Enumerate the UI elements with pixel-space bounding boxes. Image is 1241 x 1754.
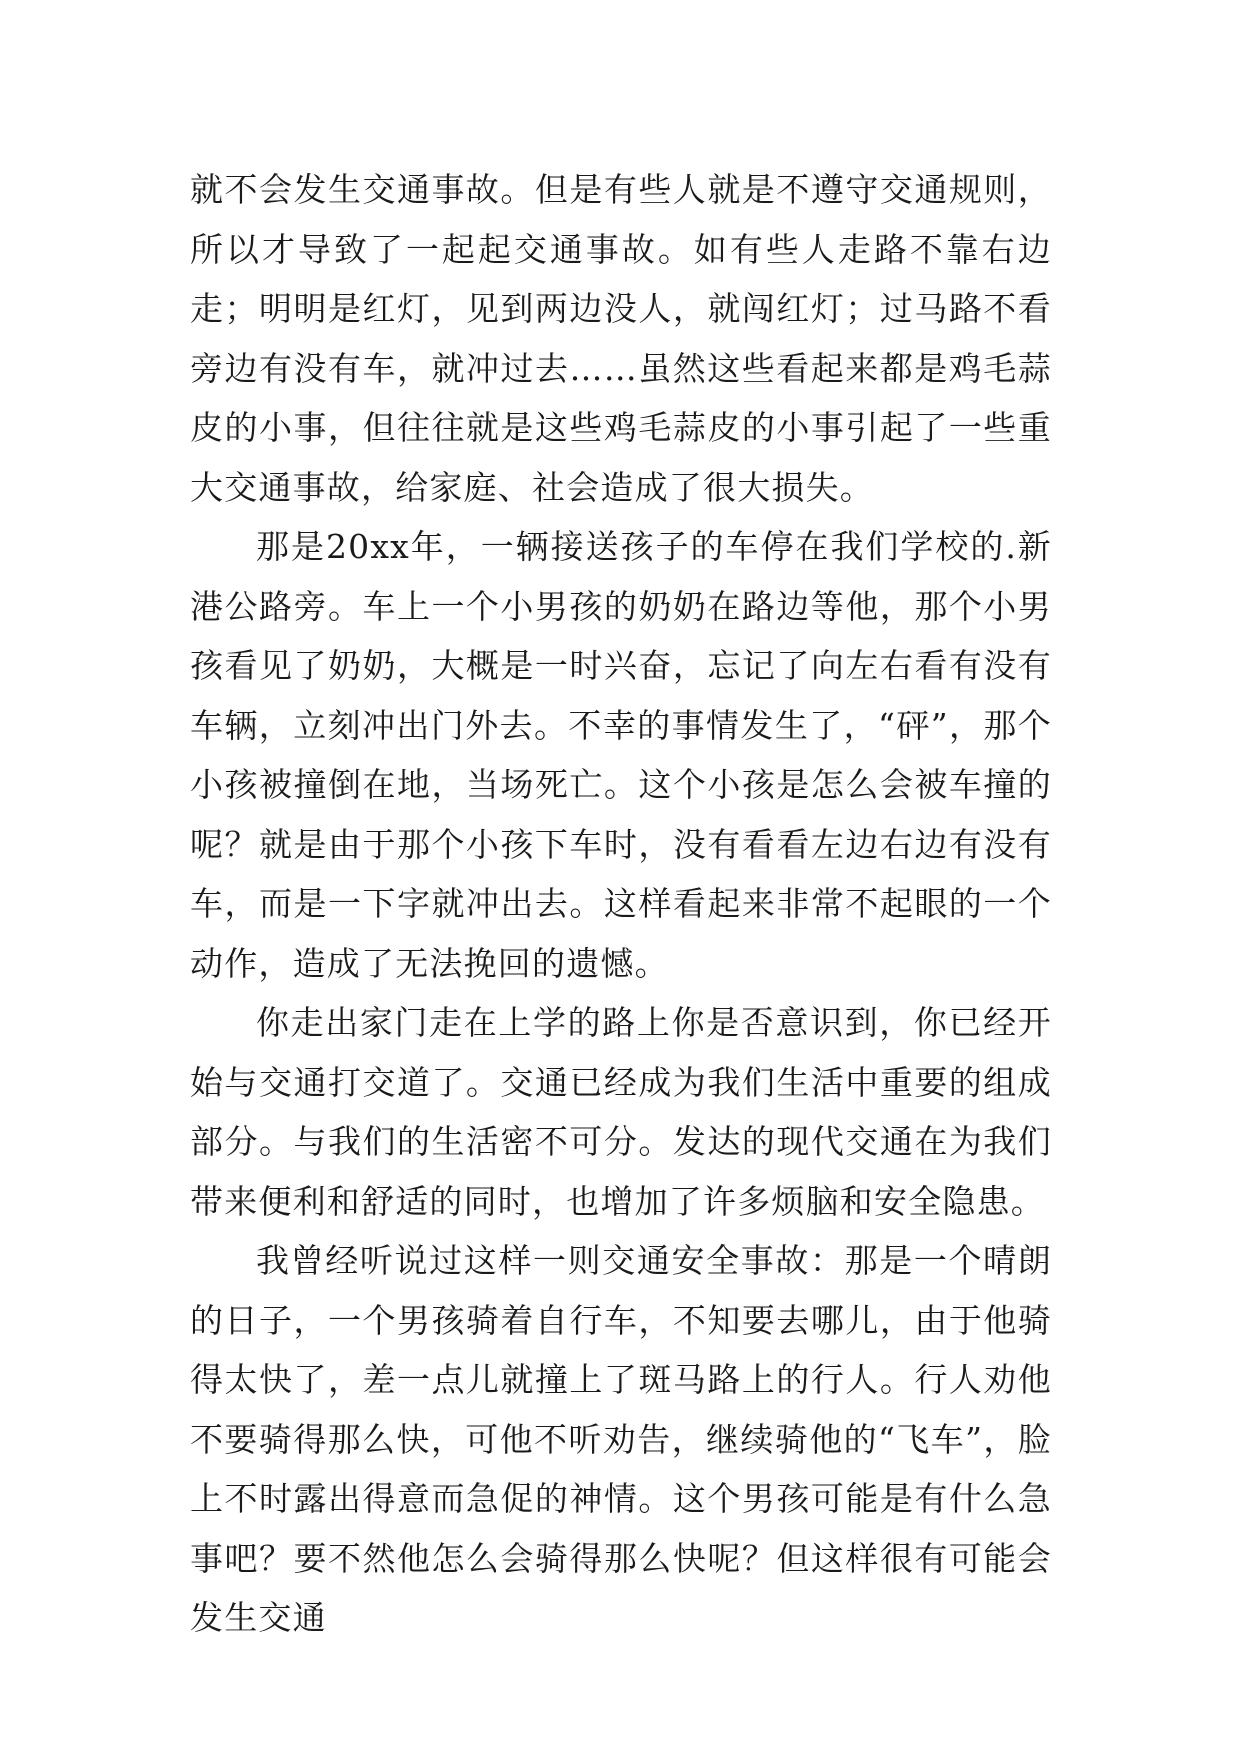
paragraph-3: 你走出家门走在上学的路上你是否意识到，你已经开始与交通打交道了。交通已经成为我们生活中重要的组成部分。与我们的生活密不可分。发达的现代交通在为我们带来便利和舒适的同时，也增加了许多烦脑和安全隐患。: [190, 1003, 1052, 1221]
paragraph-1: 就不会发生交通事故。但是有些人就是不遵守交通规则，所以才导致了一起起交通事故。如有些人走路不靠右边走；明明是红灯，见到两边没人，就闯红灯；过马路不看旁边有没有车，就冲过去……虽然这些看起来都是鸡毛蒜皮的小事，但往往就是这些鸡毛蒜皮的小事引起了一些重大交通事故，给家庭、社会造成了很大损失。: [190, 170, 1052, 507]
paragraph-4: 我曾经听说过这样一则交通安全事故：那是一个晴朗的日子，一个男孩骑着自行车，不知要去哪儿，由于他骑得太快了，差一点儿就撞上了斑马路上的行人。行人劝他不要骑得那么快，可他不听劝告，继续骑他的“飞车”，脸上不时露出得意而急促的神情。这个男孩可能是有什么急事吧？要不然他怎么会骑得那么快呢？但这样很有可能会发生交通: [190, 1241, 1052, 1637]
document-body: [190, 160, 1052, 1648]
paragraph-2: 那是20xx年，一辆接送孩子的车停在我们学校的.新港公路旁。车上一个小男孩的奶奶在路边等他，那个小男孩看见了奶奶，大概是一时兴奋，忘记了向左右看有没有车辆，立刻冲出门外去。不幸的事情发生了，“砰”，那个小孩被撞倒在地，当场死亡。这个小孩是怎么会被车撞的呢？就是由于那个小孩下车时，没有看看左边右边有没有车，而是一下字就冲出去。这样看起来非常不起眼的一个动作，造成了无法挽回的遗憾。: [190, 527, 1052, 983]
